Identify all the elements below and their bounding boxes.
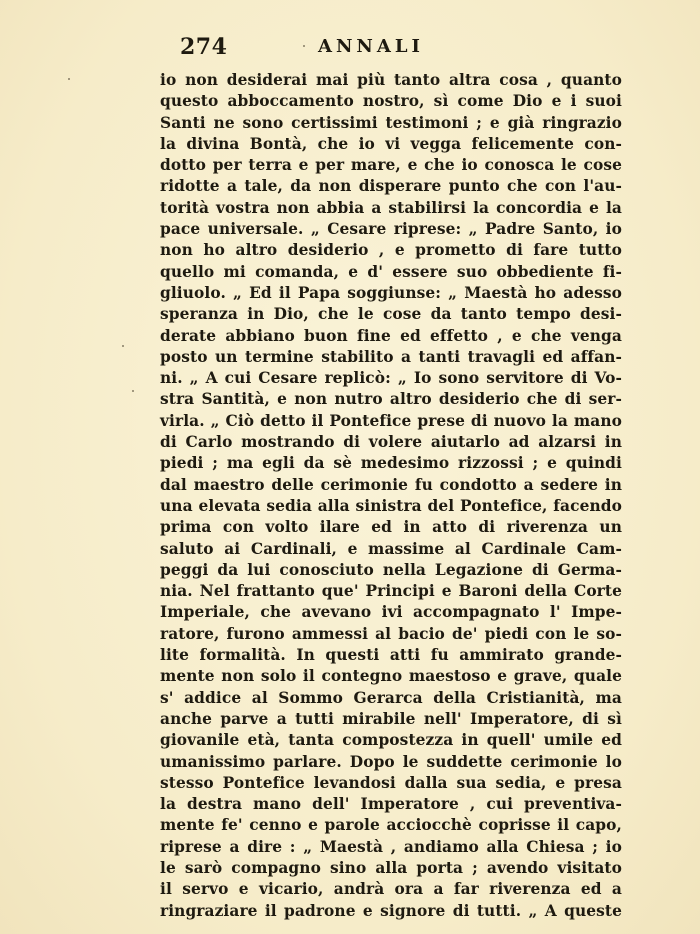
text-line: ridotte a tale, da non disperare punto che con l'au-	[160, 177, 622, 196]
text-line: Santi ne sono certissimi testimoni ; e già ringrazio	[160, 113, 622, 132]
text-line: stesso Pontefice levandosi dalla sua sedia, e presa	[160, 773, 622, 792]
paper-speck	[132, 390, 134, 392]
text-line: mente non solo il contegno maestoso e grave, quale	[160, 667, 622, 686]
text-line: dotto per terra e per mare, e che io conosca le cose	[160, 156, 622, 175]
text-line: ringraziare il padrone e signore di tutti. „ A queste	[160, 901, 622, 920]
text-line: piedi ; ma egli da sè medesimo rizzossi ; e quindi	[160, 454, 622, 473]
body-text	[160, 70, 622, 922]
text-line: virla. „ Ciò detto il Pontefice prese di nuovo la mano	[160, 411, 622, 430]
text-line: prima con volto ilare ed in atto di riverenza un	[160, 518, 622, 537]
text-line: quello mi comanda, e d' essere suo obbediente fi-	[160, 262, 622, 281]
text-line: speranza in Dio, che le cose da tanto tempo desi-	[160, 305, 622, 324]
text-line: ni. „ A cui Cesare replicò: „ Io sono servitore di Vo-	[160, 369, 622, 388]
text-line: gliuolo. „ Ed il Papa soggiunse: „ Maestà ho adesso	[160, 283, 622, 302]
running-title: ANNALI	[318, 36, 424, 57]
text-line: anche parve a tutti mirabile nell' Imperatore, di sì	[160, 709, 622, 728]
paper-speck	[68, 78, 70, 80]
text-line: una elevata sedia alla sinistra del Pontefice, facendo	[160, 496, 622, 515]
text-line: umanissimo parlare. Dopo le suddette cerimonie lo	[160, 752, 622, 771]
text-line: la divina Bontà, che io vi vegga felicemente con-	[160, 134, 622, 153]
text-line: il servo e vicario, andrà ora a far riverenza ed a	[160, 880, 622, 899]
text-line: nia. Nel frattanto que' Principi e Baroni della Corte	[160, 582, 622, 601]
text-line: la destra mano dell' Imperatore , cui preventiva-	[160, 795, 622, 814]
text-line: posto un termine stabilito a tanti travagli ed affan-	[160, 347, 622, 366]
paper-speck	[122, 345, 124, 347]
text-line: torità vostra non abbia a stabilirsi la concordia e la	[160, 198, 622, 217]
text-line: stra Santità, e non nutro altro desiderio che di ser-	[160, 390, 622, 409]
text-line: lite formalità. In questi atti fu ammirato grande-	[160, 646, 622, 665]
text-line: giovanile età, tanta compostezza in quell' umile ed	[160, 731, 622, 750]
text-line: ratore, furono ammessi al bacio de' piedi con le so-	[160, 624, 622, 643]
text-line: riprese a dire : „ Maestà , andiamo alla Chiesa ; io	[160, 837, 622, 856]
text-line: io non desiderai mai più tanto altra cosa , quanto	[160, 71, 622, 89]
text-line: peggi da lui conosciuto nella Legazione di Germa-	[160, 560, 622, 579]
text-line: s' addice al Sommo Gerarca della Cristianità, ma	[160, 688, 622, 707]
page-header	[0, 34, 700, 60]
page-number: 274	[180, 34, 228, 60]
text-line: derate abbiano buon fine ed effetto , e che venga	[160, 326, 622, 345]
paper-speck	[303, 45, 305, 47]
text-line: pace universale. „ Cesare riprese: „ Padre Santo, io	[160, 220, 622, 239]
text-line: di Carlo mostrando di volere aiutarlo ad alzarsi in	[160, 433, 622, 452]
text-line: questo abboccamento nostro, sì come Dio e i suoi	[160, 92, 622, 111]
text-line: mente fe' cenno e parole acciocchè coprisse il capo,	[160, 816, 622, 835]
text-line: le sarò compagno sino alla porta ; avendo visitato	[160, 858, 622, 877]
text-line: non ho altro desiderio , e prometto di fare tutto	[160, 241, 622, 260]
text-line: saluto ai Cardinali, e massime al Cardinale Cam-	[160, 539, 622, 558]
text-line: dal maestro delle cerimonie fu condotto a sedere in	[160, 475, 622, 494]
text-line: Imperiale, che avevano ivi accompagnato l' Impe-	[160, 603, 622, 622]
